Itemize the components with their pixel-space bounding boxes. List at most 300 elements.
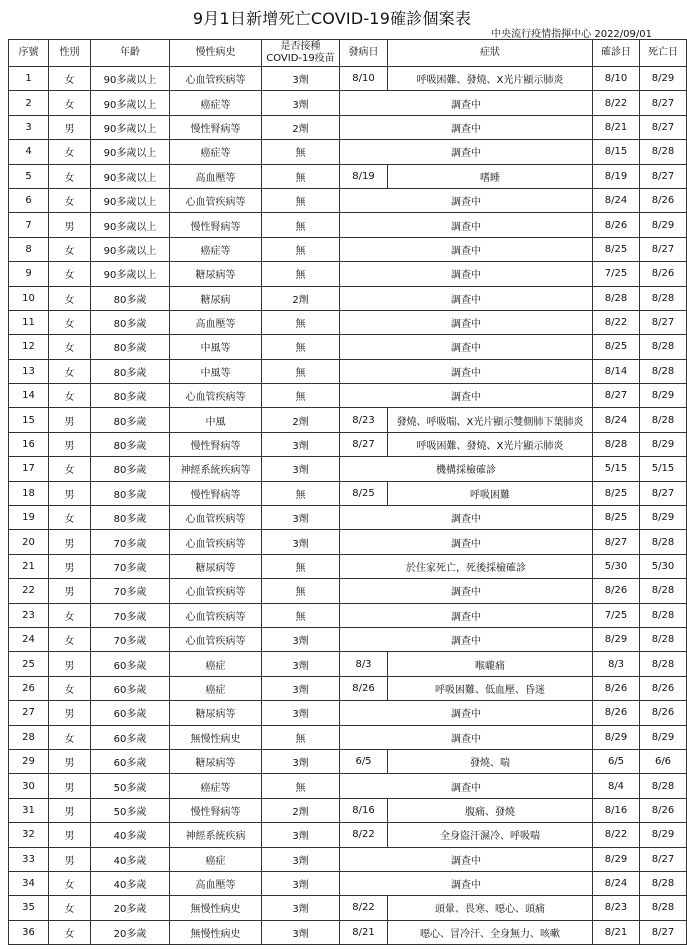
- cell-no: 18: [9, 481, 49, 505]
- cell-sex: 女: [49, 627, 91, 651]
- cell-symptoms: 發燒、喘: [388, 749, 593, 773]
- cell-age: 80多歲: [91, 506, 170, 530]
- cell-death: 8/28: [640, 335, 687, 359]
- cell-no: 26: [9, 676, 49, 700]
- cell-no: 8: [9, 237, 49, 261]
- cell-confirmed: 8/25: [593, 335, 640, 359]
- cell-no: 6: [9, 188, 49, 212]
- cell-disease: 神經系統疾病: [170, 823, 262, 847]
- cell-vaccine: 無: [262, 774, 340, 798]
- cell-vaccine: 無: [262, 579, 340, 603]
- cell-disease: 心血管疾病等: [170, 627, 262, 651]
- cell-symptoms: 調查中: [340, 530, 593, 554]
- cell-age: 90多歲以上: [91, 188, 170, 212]
- table-row: [9, 115, 687, 139]
- cell-vaccine: 3劑: [262, 823, 340, 847]
- header-vaccine: [262, 40, 340, 67]
- header-no: 序號: [9, 40, 49, 67]
- cell-confirmed: 5/15: [593, 457, 640, 481]
- cell-symptoms: 調查中: [340, 237, 593, 261]
- cell-symptoms: 調查中: [340, 384, 593, 408]
- cell-vaccine: 無: [262, 262, 340, 286]
- cell-vaccine: 無: [262, 140, 340, 164]
- table-body: [9, 67, 687, 945]
- cell-no: 20: [9, 530, 49, 554]
- cell-sex: 男: [49, 847, 91, 871]
- cell-confirmed: 8/26: [593, 213, 640, 237]
- table-row: [9, 91, 687, 115]
- cell-symptoms: 機構採檢確診: [340, 457, 593, 481]
- cell-age: 90多歲以上: [91, 91, 170, 115]
- cell-confirmed: 8/25: [593, 481, 640, 505]
- cell-death: 8/27: [640, 847, 687, 871]
- cell-age: 20多歲: [91, 896, 170, 920]
- cell-vaccine: 3劑: [262, 67, 340, 91]
- cell-symptoms: 調查中: [340, 115, 593, 139]
- cell-symptoms: 調查中: [340, 579, 593, 603]
- cell-sex: 男: [49, 115, 91, 139]
- cell-death: 8/27: [640, 237, 687, 261]
- cell-vaccine: 3劑: [262, 457, 340, 481]
- cell-no: 19: [9, 506, 49, 530]
- cell-confirmed: 8/26: [593, 701, 640, 725]
- cell-death: 8/29: [640, 213, 687, 237]
- table-row: [9, 384, 687, 408]
- cell-vaccine: 無: [262, 237, 340, 261]
- cell-confirmed: 8/4: [593, 774, 640, 798]
- cell-age: 80多歲: [91, 359, 170, 383]
- cell-no: 22: [9, 579, 49, 603]
- cell-sex: 女: [49, 725, 91, 749]
- table-row: [9, 701, 687, 725]
- cell-age: 90多歲以上: [91, 262, 170, 286]
- cell-confirmed: 8/15: [593, 140, 640, 164]
- cell-death: 8/28: [640, 140, 687, 164]
- cell-age: 80多歲: [91, 286, 170, 310]
- cell-vaccine: 2劑: [262, 798, 340, 822]
- table-row: [9, 530, 687, 554]
- cell-age: 80多歲: [91, 384, 170, 408]
- cell-death: 8/28: [640, 871, 687, 895]
- header-age: 年齡: [91, 40, 170, 67]
- cell-no: 34: [9, 871, 49, 895]
- cell-sex: 女: [49, 506, 91, 530]
- cell-onset: 6/5: [340, 749, 388, 773]
- cell-age: 90多歲以上: [91, 115, 170, 139]
- table-row: [9, 798, 687, 822]
- cell-confirmed: 8/24: [593, 188, 640, 212]
- cell-no: 29: [9, 749, 49, 773]
- cell-vaccine: 3劑: [262, 701, 340, 725]
- cell-death: 8/27: [640, 920, 687, 944]
- cell-age: 20多歲: [91, 920, 170, 944]
- cell-confirmed: 7/25: [593, 262, 640, 286]
- cell-disease: 癌症等: [170, 774, 262, 798]
- cell-disease: 慢性腎病等: [170, 481, 262, 505]
- cell-confirmed: 8/14: [593, 359, 640, 383]
- cell-death: 8/28: [640, 652, 687, 676]
- cell-symptoms: 調查中: [340, 140, 593, 164]
- cell-vaccine: 無: [262, 164, 340, 188]
- cell-disease: 糖尿病: [170, 286, 262, 310]
- cell-vaccine: 2劑: [262, 408, 340, 432]
- cell-onset: 8/16: [340, 798, 388, 822]
- cell-vaccine: 無: [262, 725, 340, 749]
- cell-death: 8/27: [640, 481, 687, 505]
- cell-death: 8/29: [640, 67, 687, 91]
- cell-confirmed: 8/28: [593, 286, 640, 310]
- cell-confirmed: 8/21: [593, 920, 640, 944]
- cell-death: 8/27: [640, 310, 687, 334]
- header-disease: 慢性病史: [170, 40, 262, 67]
- cell-age: 50多歲: [91, 798, 170, 822]
- cell-confirmed: 8/29: [593, 725, 640, 749]
- cell-death: 8/27: [640, 91, 687, 115]
- cell-vaccine: 3劑: [262, 627, 340, 651]
- cell-onset: 8/21: [340, 920, 388, 944]
- cell-age: 90多歲以上: [91, 67, 170, 91]
- cell-sex: 男: [49, 798, 91, 822]
- cell-disease: 慢性腎病等: [170, 798, 262, 822]
- cell-symptoms: 調查中: [340, 506, 593, 530]
- cell-disease: 心血管疾病等: [170, 530, 262, 554]
- table-row: [9, 871, 687, 895]
- cell-symptoms: 調查中: [340, 188, 593, 212]
- cell-disease: 心血管疾病等: [170, 506, 262, 530]
- cell-no: 28: [9, 725, 49, 749]
- table-row: [9, 676, 687, 700]
- cell-symptoms: 調查中: [340, 213, 593, 237]
- cell-death: 8/28: [640, 530, 687, 554]
- cell-sex: 女: [49, 871, 91, 895]
- table-row: [9, 554, 687, 578]
- cell-vaccine: 3劑: [262, 91, 340, 115]
- cell-symptoms: 呼吸困難、發燒、X光片顯示肺炎: [388, 67, 593, 91]
- cell-disease: 高血壓等: [170, 871, 262, 895]
- cell-onset: 8/3: [340, 652, 388, 676]
- cell-confirmed: 8/22: [593, 91, 640, 115]
- table-row: [9, 335, 687, 359]
- cell-onset: 8/22: [340, 823, 388, 847]
- cell-disease: 糖尿病等: [170, 749, 262, 773]
- cell-symptoms: 噁心、冒冷汗、全身無力、咳嗽: [388, 920, 593, 944]
- header-vaccine-line1: 是否接種: [280, 41, 321, 52]
- cell-vaccine: 3劑: [262, 920, 340, 944]
- cell-vaccine: 2劑: [262, 115, 340, 139]
- cell-disease: 中風: [170, 408, 262, 432]
- cell-death: 5/30: [640, 554, 687, 578]
- cell-age: 90多歲以上: [91, 213, 170, 237]
- cell-confirmed: 8/29: [593, 627, 640, 651]
- cell-symptoms: 調查中: [340, 725, 593, 749]
- cell-symptoms: 調查中: [340, 871, 593, 895]
- cell-confirmed: 8/21: [593, 115, 640, 139]
- source-date: 中央流行疫情指揮中心 2022/09/01: [491, 29, 652, 40]
- cell-death: 8/28: [640, 627, 687, 651]
- cell-age: 80多歲: [91, 310, 170, 334]
- cell-no: 11: [9, 310, 49, 334]
- header-death: 死亡日: [640, 40, 687, 67]
- cell-sex: 男: [49, 432, 91, 456]
- cell-no: 2: [9, 91, 49, 115]
- cell-vaccine: 3劑: [262, 896, 340, 920]
- cell-age: 60多歲: [91, 652, 170, 676]
- table-row: [9, 774, 687, 798]
- header-symptoms: 症狀: [388, 40, 593, 67]
- cell-age: 90多歲以上: [91, 164, 170, 188]
- cell-disease: 慢性腎病等: [170, 115, 262, 139]
- table-row: [9, 213, 687, 237]
- table-row: [9, 310, 687, 334]
- page-title: 9月1日新增死亡COVID-19確診個案表: [192, 9, 472, 28]
- table-row: [9, 506, 687, 530]
- cell-no: 1: [9, 67, 49, 91]
- cell-symptoms: 調查中: [340, 91, 593, 115]
- cell-disease: 癌症: [170, 847, 262, 871]
- header-onset: 發病日: [340, 40, 388, 67]
- cell-symptoms: 呼吸困難、發燒、X光片顯示肺炎: [388, 432, 593, 456]
- cell-sex: 女: [49, 896, 91, 920]
- cell-no: 32: [9, 823, 49, 847]
- cell-sex: 女: [49, 676, 91, 700]
- cell-death: 6/6: [640, 749, 687, 773]
- cell-sex: 女: [49, 140, 91, 164]
- cell-symptoms: 於住家死亡，死後採檢確診: [340, 554, 593, 578]
- cell-no: 23: [9, 603, 49, 627]
- table-row: [9, 823, 687, 847]
- cell-sex: 男: [49, 701, 91, 725]
- table-header-row: [9, 40, 687, 67]
- cell-death: 8/26: [640, 798, 687, 822]
- cell-age: 90多歲以上: [91, 237, 170, 261]
- cell-symptoms: 調查中: [340, 774, 593, 798]
- cell-vaccine: 3劑: [262, 506, 340, 530]
- cell-confirmed: 8/26: [593, 676, 640, 700]
- cell-sex: 女: [49, 310, 91, 334]
- cell-death: 8/26: [640, 676, 687, 700]
- cell-death: 8/26: [640, 701, 687, 725]
- cell-confirmed: 8/25: [593, 237, 640, 261]
- cell-age: 80多歲: [91, 335, 170, 359]
- cell-confirmed: 8/29: [593, 847, 640, 871]
- table-row: [9, 481, 687, 505]
- cell-sex: 女: [49, 164, 91, 188]
- cell-confirmed: 8/25: [593, 506, 640, 530]
- cell-disease: 慢性腎病等: [170, 432, 262, 456]
- cell-symptoms: 調查中: [340, 262, 593, 286]
- cell-sex: 男: [49, 774, 91, 798]
- cell-sex: 女: [49, 359, 91, 383]
- table-row: [9, 237, 687, 261]
- cell-death: 8/28: [640, 896, 687, 920]
- cell-confirmed: 8/10: [593, 67, 640, 91]
- cell-no: 9: [9, 262, 49, 286]
- cell-no: 33: [9, 847, 49, 871]
- cell-no: 12: [9, 335, 49, 359]
- cell-sex: 女: [49, 237, 91, 261]
- cell-vaccine: 無: [262, 213, 340, 237]
- cell-symptoms: 調查中: [340, 847, 593, 871]
- cell-no: 24: [9, 627, 49, 651]
- table-row: [9, 603, 687, 627]
- cell-disease: 無慢性病史: [170, 725, 262, 749]
- cell-symptoms: 頭暈、畏寒、噁心、頭痛: [388, 896, 593, 920]
- cell-no: 27: [9, 701, 49, 725]
- cell-onset: 8/27: [340, 432, 388, 456]
- cell-disease: 癌症等: [170, 91, 262, 115]
- cell-sex: 女: [49, 384, 91, 408]
- cell-confirmed: 8/24: [593, 871, 640, 895]
- table-row: [9, 847, 687, 871]
- cell-onset: 8/23: [340, 408, 388, 432]
- cell-no: 25: [9, 652, 49, 676]
- cell-age: 90多歲以上: [91, 140, 170, 164]
- cell-no: 30: [9, 774, 49, 798]
- cell-disease: 糖尿病等: [170, 554, 262, 578]
- cell-disease: 心血管疾病等: [170, 579, 262, 603]
- cell-disease: 癌症: [170, 652, 262, 676]
- cell-disease: 心血管疾病等: [170, 67, 262, 91]
- cell-symptoms: 喉嚨痛: [388, 652, 593, 676]
- cell-disease: 高血壓等: [170, 164, 262, 188]
- table-row: [9, 920, 687, 944]
- cell-symptoms: 調查中: [340, 627, 593, 651]
- cell-vaccine: 3劑: [262, 871, 340, 895]
- table-row: [9, 457, 687, 481]
- cell-disease: 無慢性病史: [170, 896, 262, 920]
- cell-no: 36: [9, 920, 49, 944]
- cell-symptoms: 全身盜汗濕冷、呼吸喘: [388, 823, 593, 847]
- cell-no: 31: [9, 798, 49, 822]
- cell-vaccine: 3劑: [262, 432, 340, 456]
- cell-symptoms: 調查中: [340, 603, 593, 627]
- cell-death: 8/28: [640, 359, 687, 383]
- cell-age: 70多歲: [91, 554, 170, 578]
- cell-confirmed: 8/27: [593, 530, 640, 554]
- cell-symptoms: 調查中: [340, 701, 593, 725]
- cell-death: 8/28: [640, 603, 687, 627]
- cell-disease: 中風等: [170, 359, 262, 383]
- header-sex: 性別: [49, 40, 91, 67]
- cell-disease: 心血管疾病等: [170, 603, 262, 627]
- cell-death: 8/29: [640, 725, 687, 749]
- cell-disease: 心血管疾病等: [170, 188, 262, 212]
- cell-sex: 女: [49, 67, 91, 91]
- cell-vaccine: 無: [262, 188, 340, 212]
- cell-symptoms: 調查中: [340, 335, 593, 359]
- cell-sex: 女: [49, 457, 91, 481]
- table-row: [9, 432, 687, 456]
- cell-confirmed: 5/30: [593, 554, 640, 578]
- cell-symptoms: 調查中: [340, 310, 593, 334]
- cell-age: 60多歲: [91, 701, 170, 725]
- cell-disease: 中風等: [170, 335, 262, 359]
- table-row: [9, 627, 687, 651]
- cell-sex: 男: [49, 530, 91, 554]
- cell-vaccine: 3劑: [262, 676, 340, 700]
- cell-symptoms: 呼吸困難: [388, 481, 593, 505]
- cell-sex: 女: [49, 262, 91, 286]
- cell-disease: 糖尿病等: [170, 262, 262, 286]
- header-vaccine-line2: COVID-19疫苗: [266, 53, 335, 64]
- cell-vaccine: 無: [262, 481, 340, 505]
- cell-confirmed: 6/5: [593, 749, 640, 773]
- cell-onset: 8/19: [340, 164, 388, 188]
- cell-no: 35: [9, 896, 49, 920]
- table-row: [9, 140, 687, 164]
- cell-confirmed: 8/24: [593, 408, 640, 432]
- cell-death: 8/27: [640, 164, 687, 188]
- cell-symptoms: 腹痛、發燒: [388, 798, 593, 822]
- cell-age: 60多歲: [91, 749, 170, 773]
- cell-death: 8/29: [640, 823, 687, 847]
- cell-confirmed: 8/22: [593, 310, 640, 334]
- cell-age: 80多歲: [91, 432, 170, 456]
- cell-death: 8/26: [640, 262, 687, 286]
- cell-age: 60多歲: [91, 725, 170, 749]
- cell-age: 40多歲: [91, 823, 170, 847]
- cell-vaccine: 3劑: [262, 652, 340, 676]
- cell-no: 17: [9, 457, 49, 481]
- cell-onset: 8/10: [340, 67, 388, 91]
- cell-vaccine: 3劑: [262, 530, 340, 554]
- cell-sex: 男: [49, 481, 91, 505]
- cell-vaccine: 無: [262, 310, 340, 334]
- cell-onset: 8/22: [340, 896, 388, 920]
- cell-age: 80多歲: [91, 457, 170, 481]
- cell-vaccine: 無: [262, 554, 340, 578]
- cell-disease: 癌症等: [170, 140, 262, 164]
- cell-vaccine: 無: [262, 335, 340, 359]
- cell-symptoms: 調查中: [340, 359, 593, 383]
- cell-symptoms: 發燒、呼吸喘、X光片顯示雙側肺下葉肺炎: [388, 408, 593, 432]
- table-row: [9, 286, 687, 310]
- cell-no: 14: [9, 384, 49, 408]
- cell-no: 15: [9, 408, 49, 432]
- cell-age: 80多歲: [91, 408, 170, 432]
- cell-death: 8/26: [640, 188, 687, 212]
- cell-no: 16: [9, 432, 49, 456]
- cell-vaccine: 2劑: [262, 286, 340, 310]
- cell-death: 8/28: [640, 408, 687, 432]
- cell-vaccine: 3劑: [262, 847, 340, 871]
- cell-death: 8/29: [640, 506, 687, 530]
- cell-age: 40多歲: [91, 871, 170, 895]
- cell-sex: 男: [49, 749, 91, 773]
- table-row: [9, 408, 687, 432]
- cell-vaccine: 無: [262, 384, 340, 408]
- cell-symptoms: 呼吸困難、低血壓、昏迷: [388, 676, 593, 700]
- cell-age: 80多歲: [91, 481, 170, 505]
- cell-sex: 女: [49, 335, 91, 359]
- cell-disease: 心血管疾病等: [170, 384, 262, 408]
- cell-no: 21: [9, 554, 49, 578]
- cell-disease: 無慢性病史: [170, 920, 262, 944]
- table-row: [9, 749, 687, 773]
- cell-confirmed: 8/19: [593, 164, 640, 188]
- cell-onset: 8/25: [340, 481, 388, 505]
- table-row: [9, 725, 687, 749]
- table-row: [9, 262, 687, 286]
- cell-disease: 神經系統疾病等: [170, 457, 262, 481]
- table-row: [9, 359, 687, 383]
- cell-disease: 糖尿病等: [170, 701, 262, 725]
- cell-no: 5: [9, 164, 49, 188]
- cell-disease: 癌症: [170, 676, 262, 700]
- cell-death: 8/28: [640, 579, 687, 603]
- cell-sex: 女: [49, 91, 91, 115]
- cell-confirmed: 8/16: [593, 798, 640, 822]
